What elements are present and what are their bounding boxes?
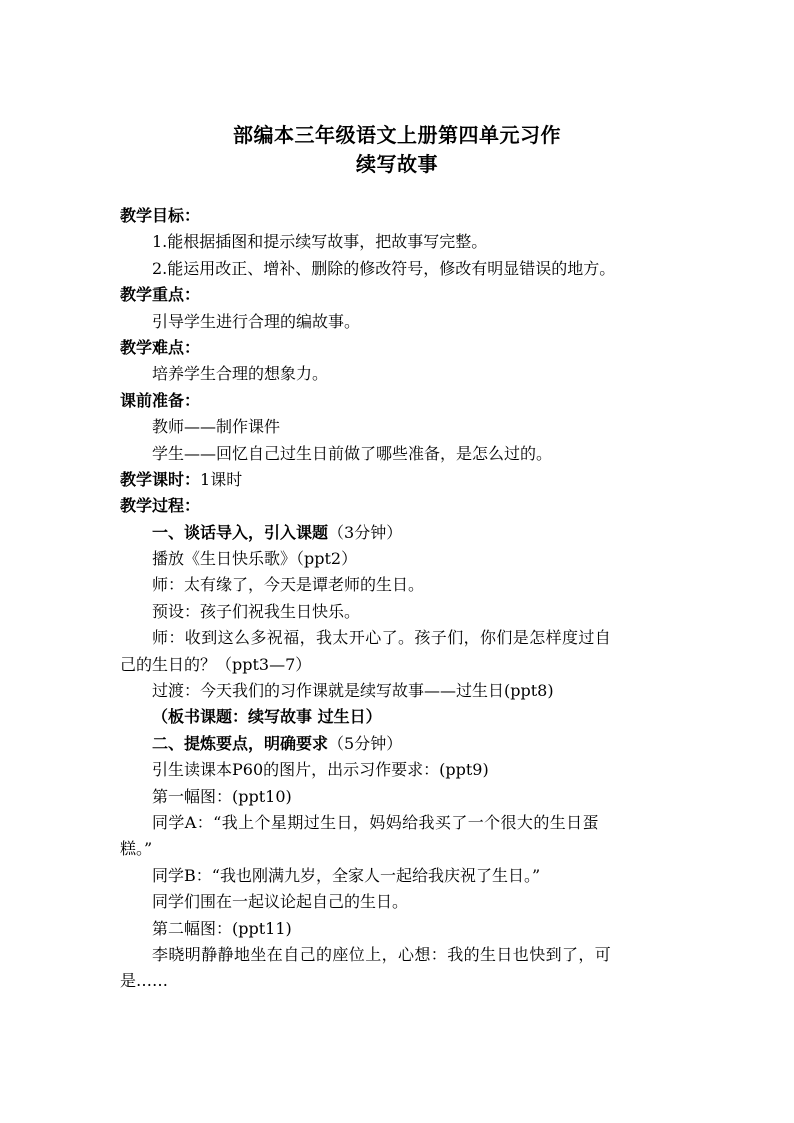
objective-item-1: 1.能根据插图和提示续写故事，把故事写完整。	[152, 232, 488, 252]
key-points-text: 引导学生进行合理的编故事。	[152, 311, 361, 331]
process-paragraph-4-line-1: 师：收到这么多祝福，我太开心了。孩子们，你们是怎样度过自	[152, 628, 612, 648]
document-title: 部编本三年级语文上册第四单元习作	[233, 123, 561, 147]
board-title: （板书课题：续写故事 过生日）	[152, 707, 382, 727]
process-paragraph-1: 播放《生日快乐歌》（ppt2）	[152, 549, 358, 569]
document-subtitle: 续写故事	[356, 152, 438, 176]
process-paragraph-6: 引生读课本P60的图片，出示习作要求：(ppt9)	[152, 760, 489, 780]
difficulties-text: 培养学生合理的想象力。	[152, 364, 329, 384]
hours-line	[120, 467, 680, 493]
key-points-heading: 教学重点：	[120, 285, 201, 305]
preparation-student: 学生——回忆自己过生日前做了哪些准备，是怎么过的。	[152, 443, 553, 463]
section-2-title-line	[120, 731, 680, 757]
title-block	[0, 121, 794, 179]
process-paragraph-12-line-1: 李晓明静静地坐在自己的座位上，心想：我的生日也快到了，可	[152, 944, 612, 964]
section-1-time: （3分钟）	[328, 522, 403, 542]
process-paragraph-5: 过渡：今天我们的习作课就是续写故事——过生日(ppt8)	[152, 681, 554, 701]
process-paragraph-10: 同学们围在一起议论起自己的生日。	[152, 892, 409, 912]
process-paragraph-8-line-1: 同学A：“我上个星期过生日，妈妈给我买了一个很大的生日蛋	[152, 812, 599, 832]
hours-heading: 教学课时：	[120, 469, 201, 489]
process-paragraph-9: 同学B：“我也刚满九岁，全家人一起给我庆祝了生日。”	[152, 865, 541, 885]
difficulties-heading: 教学难点：	[120, 337, 201, 357]
objectives-heading: 教学目标：	[120, 206, 201, 225]
section-1-title: 一、谈话导入，引入课题	[152, 522, 329, 542]
section-1-title-line	[120, 520, 680, 546]
process-paragraph-11: 第二幅图：(ppt11)	[152, 918, 292, 938]
process-heading: 教学过程：	[120, 496, 201, 516]
document-body	[120, 203, 680, 995]
process-paragraph-7: 第一幅图：(ppt10)	[152, 786, 292, 806]
section-2-title: 二、提炼要点，明确要求	[152, 733, 329, 753]
process-paragraph-3: 预设：孩子们祝我生日快乐。	[152, 601, 361, 621]
preparation-teacher: 教师——制作课件	[152, 417, 281, 437]
hours-value: 1课时	[200, 469, 243, 489]
preparation-heading: 课前准备：	[120, 390, 201, 410]
process-paragraph-2: 师：太有缘了，今天是谭老师的生日。	[152, 575, 425, 595]
objective-item-2: 2.能运用改正、增补、删除的修改符号，修改有明显错误的地方。	[152, 258, 616, 278]
process-paragraph-12-line-2: 是……	[120, 971, 169, 991]
process-paragraph-4-line-2: 己的生日的？（ppt3—7）	[120, 654, 312, 674]
section-2-time: （5分钟）	[328, 733, 403, 753]
process-paragraph-8-line-2: 糕。”	[120, 839, 153, 859]
